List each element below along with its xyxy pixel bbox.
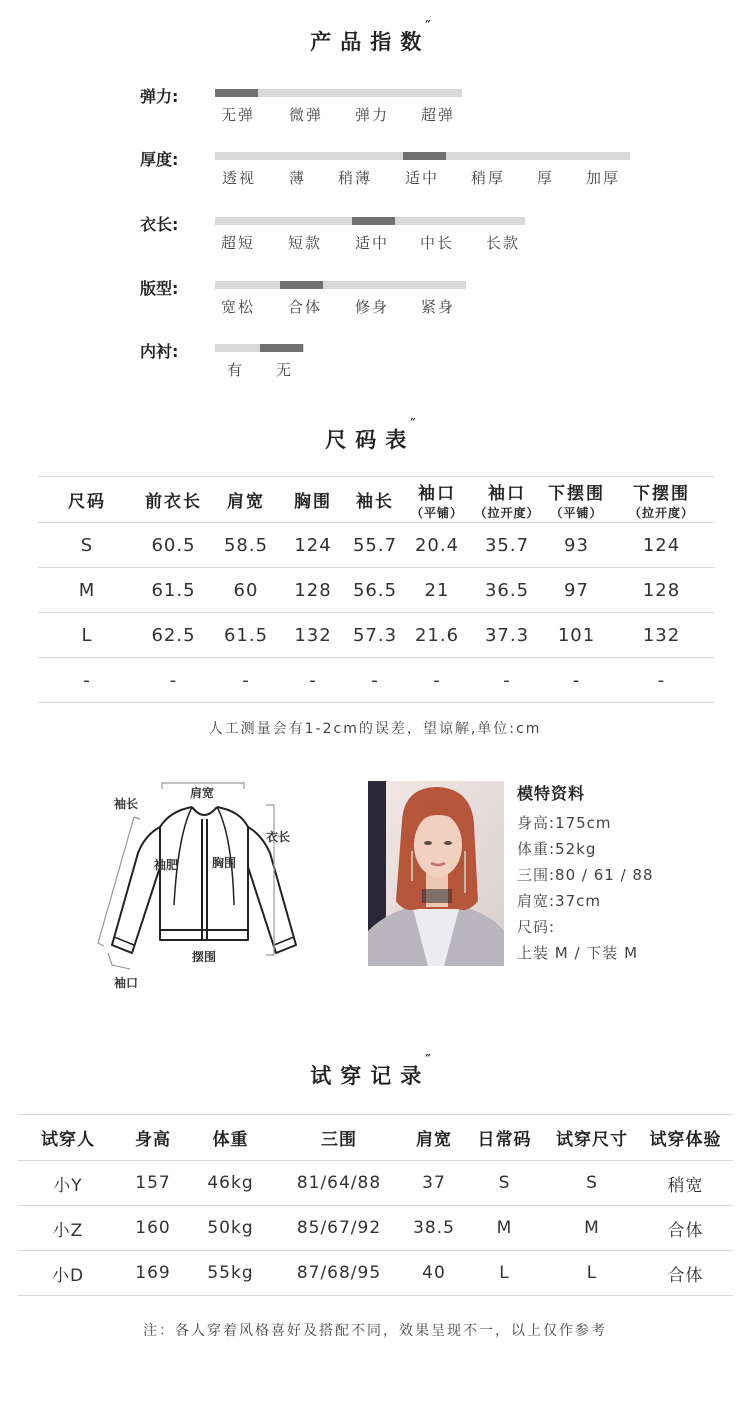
table-cell: -: [345, 658, 405, 703]
table-cell: 132: [608, 613, 715, 658]
index-option: 超弹: [421, 106, 456, 124]
header-main-text: 袖长: [356, 492, 394, 512]
header-sub-text: （平铺）: [550, 505, 603, 520]
try-on-title: [0, 1054, 750, 1090]
try-on-header-cell: 身高: [118, 1115, 188, 1161]
index-option: 修身: [355, 298, 390, 316]
table-cell: 37.3: [469, 613, 545, 658]
try-on-header-cell: 试穿尺寸: [546, 1115, 638, 1161]
table-cell: 36.5: [469, 568, 545, 613]
try-on-table: [18, 1114, 733, 1296]
table-cell: 58.5: [211, 523, 281, 568]
index-label: 内衬:: [140, 342, 179, 361]
table-cell: 124: [281, 523, 345, 568]
size-chart-header-row: [38, 477, 715, 523]
model-info-line: 上装 M / 下装 M: [517, 944, 639, 962]
index-option: 无弹: [221, 106, 256, 124]
size-chart-title-text: 尺码表: [325, 428, 416, 452]
try-on-header-row: [18, 1115, 733, 1161]
model-photo: [368, 781, 504, 966]
table-cell: 小Z: [18, 1206, 118, 1251]
cuff-label: 袖口: [114, 976, 139, 990]
size-chart-header-cell: [545, 477, 608, 523]
index-label: 厚度:: [140, 150, 179, 169]
index-option: 稍厚: [471, 169, 506, 187]
table-cell: 20.4: [405, 523, 469, 568]
index-scale-bar: [215, 344, 304, 352]
try-on-note: 注：各人穿着风格喜好及搭配不同，效果呈现不一，以上仅作参考: [143, 1323, 607, 1339]
hem-label: 摆围: [192, 950, 217, 964]
sleeve-width-label: 袖肥: [154, 858, 179, 872]
index-option: 薄: [289, 169, 307, 187]
body-length-label: 衣长: [266, 830, 291, 844]
index-option: 稍薄: [338, 169, 373, 187]
index-option: 超短: [221, 234, 256, 252]
header-main-text: 胸围: [294, 492, 332, 512]
index-label: 衣长:: [140, 215, 179, 234]
try-on-header-cell: 试穿人: [18, 1115, 118, 1161]
table-cell: 97: [545, 568, 608, 613]
table-cell: 160: [118, 1206, 188, 1251]
index-scale-bar: [215, 152, 630, 160]
size-chart-header-cell: [38, 477, 136, 523]
try-on-header-cell: 肩宽: [405, 1115, 463, 1161]
title-tick-mark: ˝: [409, 418, 425, 433]
table-cell: 128: [608, 568, 715, 613]
index-selected-marker: [352, 217, 395, 225]
index-selected-marker: [280, 281, 323, 289]
index-option: 有: [227, 361, 245, 379]
index-option: 微弹: [289, 106, 324, 124]
index-option: 适中: [355, 234, 390, 252]
table-cell: -: [281, 658, 345, 703]
header-sub-text: （拉开度）: [628, 505, 694, 520]
chest-label: 胸围: [212, 856, 237, 870]
title-tick-mark: ˝: [424, 1054, 440, 1069]
table-row: [18, 1161, 733, 1206]
model-info-heading: 模特资料: [517, 784, 586, 803]
sleeve-length-label: 袖长: [114, 797, 139, 811]
try-on-header-cell: 三围: [273, 1115, 405, 1161]
table-cell: 55kg: [188, 1251, 273, 1296]
try-on-header-cell: 试穿体验: [638, 1115, 733, 1161]
header-main-text: 袖口: [488, 483, 526, 504]
table-cell: -: [136, 658, 211, 703]
table-cell: -: [545, 658, 608, 703]
header-main-text: 下摆围: [633, 483, 690, 504]
table-cell: S: [546, 1161, 638, 1206]
table-cell: 60.5: [136, 523, 211, 568]
header-main-text: 袖口: [418, 483, 456, 504]
table-cell: 85/67/92: [273, 1206, 405, 1251]
table-cell: 56.5: [345, 568, 405, 613]
table-cell: M: [546, 1206, 638, 1251]
size-chart-header-cell: [608, 477, 715, 523]
table-cell: 60: [211, 568, 281, 613]
index-option: 透视: [222, 169, 257, 187]
table-cell: 46kg: [188, 1161, 273, 1206]
try-on-header-cell: 日常码: [463, 1115, 546, 1161]
header-main-text: 肩宽: [227, 492, 265, 512]
header-sub-text: （拉开度）: [474, 505, 540, 520]
table-cell: 57.3: [345, 613, 405, 658]
model-info-line: 三围:80 / 61 / 88: [517, 866, 654, 884]
jacket-measurement-diagram: [90, 775, 310, 995]
table-row: [38, 658, 715, 703]
table-row: [38, 568, 715, 613]
table-row: [18, 1251, 733, 1296]
table-cell: 62.5: [136, 613, 211, 658]
try-on-body: [18, 1161, 733, 1296]
table-cell: 124: [608, 523, 715, 568]
size-chart-header-cell: [136, 477, 211, 523]
table-row: [38, 613, 715, 658]
size-chart-header-cell: [405, 477, 469, 523]
table-cell: -: [38, 658, 136, 703]
index-label: 弹力:: [140, 87, 179, 106]
table-cell: L: [463, 1251, 546, 1296]
title-tick-mark: ˝: [424, 20, 440, 35]
index-option: 厚: [537, 169, 555, 187]
index-selected-marker: [260, 344, 303, 352]
table-cell: 21.6: [405, 613, 469, 658]
table-cell: -: [211, 658, 281, 703]
shoulder-label: 肩宽: [190, 786, 215, 800]
model-info-line: 尺码:: [517, 918, 556, 936]
table-cell: L: [546, 1251, 638, 1296]
table-cell: 小Y: [18, 1161, 118, 1206]
table-cell: -: [469, 658, 545, 703]
table-cell: 157: [118, 1161, 188, 1206]
table-cell: M: [463, 1206, 546, 1251]
size-chart-note: 人工测量会有1-2cm的误差，望谅解,单位:cm: [208, 721, 542, 737]
table-cell: S: [38, 523, 136, 568]
table-cell: 87/68/95: [273, 1251, 405, 1296]
size-chart-table: [38, 476, 715, 703]
table-cell: 128: [281, 568, 345, 613]
size-chart-header-cell: [281, 477, 345, 523]
table-cell: 61.5: [211, 613, 281, 658]
index-option: 长款: [486, 234, 521, 252]
table-cell: 81/64/88: [273, 1161, 405, 1206]
product-index-title-text: 产品指数: [310, 30, 431, 54]
index-scale-bar: [215, 281, 466, 289]
table-cell: 合体: [638, 1206, 733, 1251]
size-chart-header-cell: [469, 477, 545, 523]
table-cell: 50kg: [188, 1206, 273, 1251]
table-cell: 61.5: [136, 568, 211, 613]
size-chart-body: [38, 523, 715, 703]
size-chart-header-cell: [211, 477, 281, 523]
model-info-line: 身高:175cm: [517, 814, 612, 832]
product-index-title: [0, 20, 750, 56]
header-sub-text: （平铺）: [410, 505, 463, 520]
index-option: 紧身: [421, 298, 456, 316]
header-main-text: 前衣长: [145, 492, 202, 512]
index-option: 加厚: [586, 169, 621, 187]
index-option: 宽松: [221, 298, 256, 316]
index-option: 无: [276, 361, 294, 379]
table-cell: 稍宽: [638, 1161, 733, 1206]
model-info-line: 体重:52kg: [517, 840, 597, 858]
header-main-text: 下摆围: [548, 483, 605, 504]
table-cell: M: [38, 568, 136, 613]
table-cell: 93: [545, 523, 608, 568]
header-main-text: 尺码: [68, 492, 106, 512]
model-info-line: 肩宽:37cm: [517, 892, 601, 910]
table-cell: 38.5: [405, 1206, 463, 1251]
index-option: 适中: [405, 169, 440, 187]
index-option: 弹力: [355, 106, 390, 124]
index-option: 中长: [420, 234, 455, 252]
try-on-header-cell: 体重: [188, 1115, 273, 1161]
index-label: 版型:: [140, 279, 179, 298]
index-option: 合体: [288, 298, 323, 316]
index-option: 短款: [288, 234, 323, 252]
table-cell: S: [463, 1161, 546, 1206]
table-cell: -: [405, 658, 469, 703]
index-selected-marker: [215, 89, 258, 97]
table-cell: -: [608, 658, 715, 703]
size-chart-title: [0, 418, 750, 454]
table-cell: L: [38, 613, 136, 658]
index-scale-bar: [215, 217, 525, 225]
table-cell: 合体: [638, 1251, 733, 1296]
table-cell: 101: [545, 613, 608, 658]
table-cell: 40: [405, 1251, 463, 1296]
table-cell: 132: [281, 613, 345, 658]
table-cell: 55.7: [345, 523, 405, 568]
try-on-title-text: 试穿记录: [310, 1064, 431, 1088]
table-cell: 37: [405, 1161, 463, 1206]
table-cell: 21: [405, 568, 469, 613]
table-cell: 小D: [18, 1251, 118, 1296]
index-selected-marker: [403, 152, 446, 160]
size-chart-header-cell: [345, 477, 405, 523]
table-cell: 169: [118, 1251, 188, 1296]
table-cell: 35.7: [469, 523, 545, 568]
table-row: [38, 523, 715, 568]
table-row: [18, 1206, 733, 1251]
index-scale-bar: [215, 89, 462, 97]
